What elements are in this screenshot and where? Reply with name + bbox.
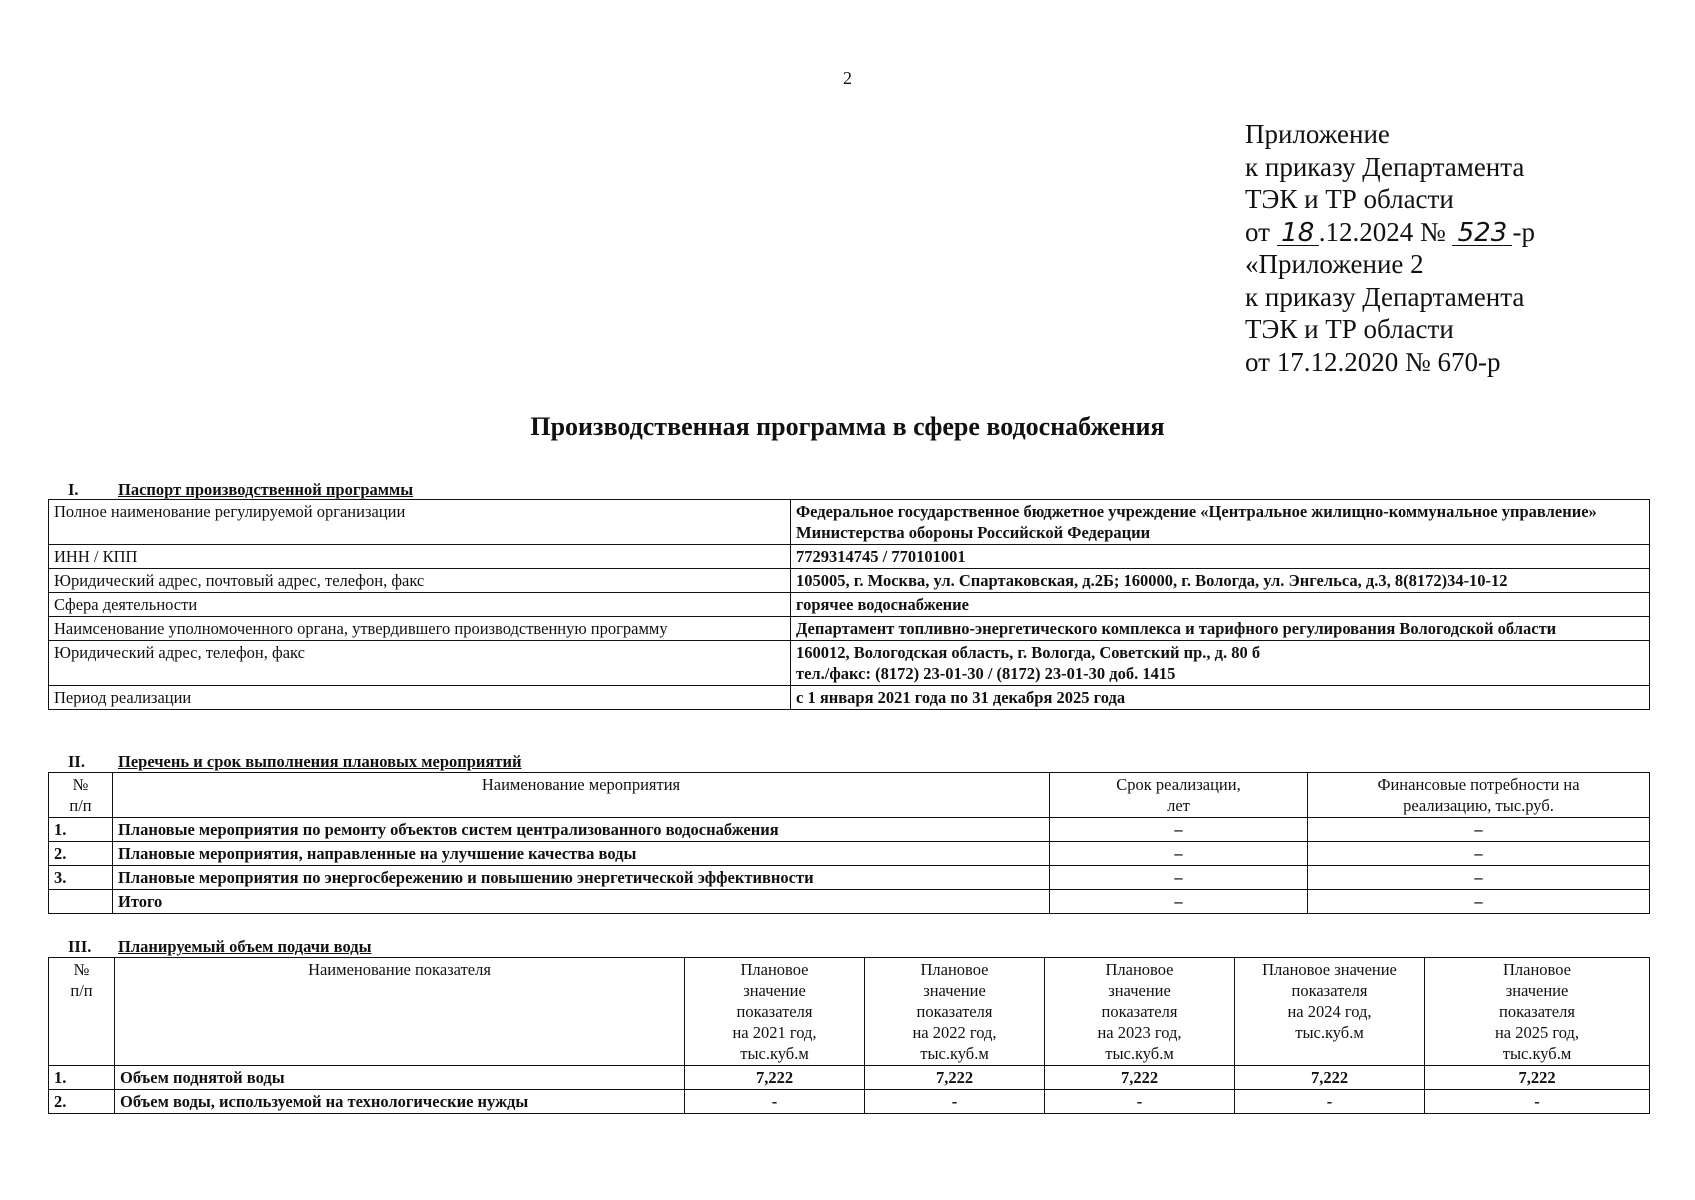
table-row [49, 500, 1650, 545]
table-header-row [49, 773, 1650, 818]
passport-value: с 1 января 2021 года по 31 декабря 2025 года [791, 686, 1650, 710]
passport-table [48, 499, 1650, 710]
passport-label: Наимсенование уполномоченного органа, утвердившего производственную программу [49, 617, 791, 641]
water-supply-table [48, 957, 1650, 1114]
row-number: 2. [49, 1090, 115, 1114]
indicator-name: Объем воды, используемой на технологические нужды [115, 1090, 685, 1114]
passport-value: Департамент топливно-энергетического комплекса и тарифного регулирования Вологодской области [791, 617, 1650, 641]
column-header: № п/п [49, 773, 113, 818]
column-header: Финансовые потребности на реализацию, тыс.руб. [1308, 773, 1650, 818]
activity-term: – [1050, 890, 1308, 914]
section-number: III. [68, 937, 92, 956]
column-header: Наименование мероприятия [113, 773, 1050, 818]
column-header: Плановое значение показателя на 2022 год, тыс.куб.м [865, 958, 1045, 1066]
passport-label: Полное наименование регулируемой организации [49, 500, 791, 545]
passport-label: Юридический адрес, почтовый адрес, телефон, факс [49, 569, 791, 593]
date-prefix: от [1245, 216, 1270, 247]
activity-name: Плановые мероприятия по энергосбережению и повышению энергетической эффективности [113, 866, 1050, 890]
appendix-line: к приказу Департамента [1245, 281, 1525, 312]
appendix-line: ТЭК и ТР области [1245, 184, 1454, 214]
column-header: Срок реализации, лет [1050, 773, 1308, 818]
row-number: 1. [49, 1066, 115, 1090]
indicator-value: 7,222 [685, 1066, 865, 1090]
handwritten-day: 18 [1277, 221, 1319, 246]
table-row [49, 545, 1650, 569]
table-row [49, 1090, 1650, 1114]
table-row [49, 617, 1650, 641]
section-number: II. [68, 752, 85, 771]
column-header: Плановое значение показателя на 2025 год, тыс.куб.м [1425, 958, 1650, 1066]
passport-value: 160012, Вологодская область, г. Вологда, Советский пр., д. 80 б тел./факс: (8172) 23-01-30 / (8172) 23-01-30 доб. 1415 [791, 641, 1650, 686]
row-number [49, 890, 113, 914]
section-heading [68, 480, 413, 500]
indicator-name: Объем поднятой воды [115, 1066, 685, 1090]
activity-name: Плановые мероприятия, направленные на улучшение качества воды [113, 842, 1050, 866]
section-number: I. [68, 480, 79, 499]
indicator-value: 7,222 [1235, 1066, 1425, 1090]
passport-value: горячее водоснабжение [791, 593, 1650, 617]
appendix-line: «Приложение 2 [1245, 249, 1424, 279]
section-heading [68, 752, 522, 772]
activity-finance: – [1308, 890, 1650, 914]
page-number: 2 [843, 68, 852, 88]
indicator-value: - [865, 1090, 1045, 1114]
activity-term: – [1050, 818, 1308, 842]
indicator-value: - [1235, 1090, 1425, 1114]
handwritten-order-number: 523 [1452, 221, 1512, 246]
activity-term: – [1050, 866, 1308, 890]
indicator-value: - [1045, 1090, 1235, 1114]
section-title: Планируемый объем подачи воды [118, 937, 372, 956]
order-suffix: -р [1512, 216, 1535, 247]
indicator-value: 7,222 [1425, 1066, 1650, 1090]
row-number: 1. [49, 818, 113, 842]
appendix-block [1245, 118, 1535, 378]
appendix-date-line [1245, 216, 1535, 249]
passport-value: 105005, г. Москва, ул. Спартаковская, д.2Б; 160000, г. Вологда, ул. Энгельса, д.3, 8(8172)34-10-12 [791, 569, 1650, 593]
activity-finance: – [1308, 842, 1650, 866]
appendix-line: Приложение [1245, 119, 1390, 149]
table-row [49, 593, 1650, 617]
appendix-line: ТЭК и ТР области [1245, 314, 1454, 344]
passport-value: Федеральное государственное бюджетное учреждение «Центральное жилищно-коммунальное управление» Министерства обороны Российской Федерации [791, 500, 1650, 545]
appendix-line: от 17.12.2020 № 670-р [1245, 346, 1501, 377]
document-title: Производственная программа в сфере водоснабжения [530, 412, 1165, 441]
row-number: 3. [49, 866, 113, 890]
table-row [49, 866, 1650, 890]
table-row [49, 1066, 1650, 1090]
column-header: № п/п [49, 958, 115, 1066]
table-row [49, 686, 1650, 710]
table-row [49, 890, 1650, 914]
table-row [49, 569, 1650, 593]
activity-name: Плановые мероприятия по ремонту объектов систем централизованного водоснабжения [113, 818, 1050, 842]
appendix-line: к приказу Департамента [1245, 151, 1525, 182]
column-header: Плановое значение показателя на 2023 год, тыс.куб.м [1045, 958, 1235, 1066]
activity-finance: – [1308, 866, 1650, 890]
passport-label: ИНН / КПП [49, 545, 791, 569]
activity-name: Итого [113, 890, 1050, 914]
activity-term: – [1050, 842, 1308, 866]
column-header: Плановое значение показателя на 2024 год, тыс.куб.м [1235, 958, 1425, 1066]
indicator-value: 7,222 [865, 1066, 1045, 1090]
indicator-value: 7,222 [1045, 1066, 1235, 1090]
activity-finance: – [1308, 818, 1650, 842]
activities-table [48, 772, 1650, 914]
section-title: Перечень и срок выполнения плановых мероприятий [118, 752, 522, 771]
column-header: Наименование показателя [115, 958, 685, 1066]
table-row [49, 641, 1650, 686]
column-header: Плановое значение показателя на 2021 год, тыс.куб.м [685, 958, 865, 1066]
passport-label: Сфера деятельности [49, 593, 791, 617]
table-row [49, 842, 1650, 866]
table-header-row [49, 958, 1650, 1066]
indicator-value: - [1425, 1090, 1650, 1114]
indicator-value: - [685, 1090, 865, 1114]
passport-value: 7729314745 / 770101001 [791, 545, 1650, 569]
section-heading [68, 937, 372, 957]
date-rest: .12.2024 № [1318, 216, 1446, 247]
row-number: 2. [49, 842, 113, 866]
table-row [49, 818, 1650, 842]
section-title: Паспорт производственной программы [118, 480, 414, 499]
passport-label: Период реализации [49, 686, 791, 710]
passport-label: Юридический адрес, телефон, факс [49, 641, 791, 686]
